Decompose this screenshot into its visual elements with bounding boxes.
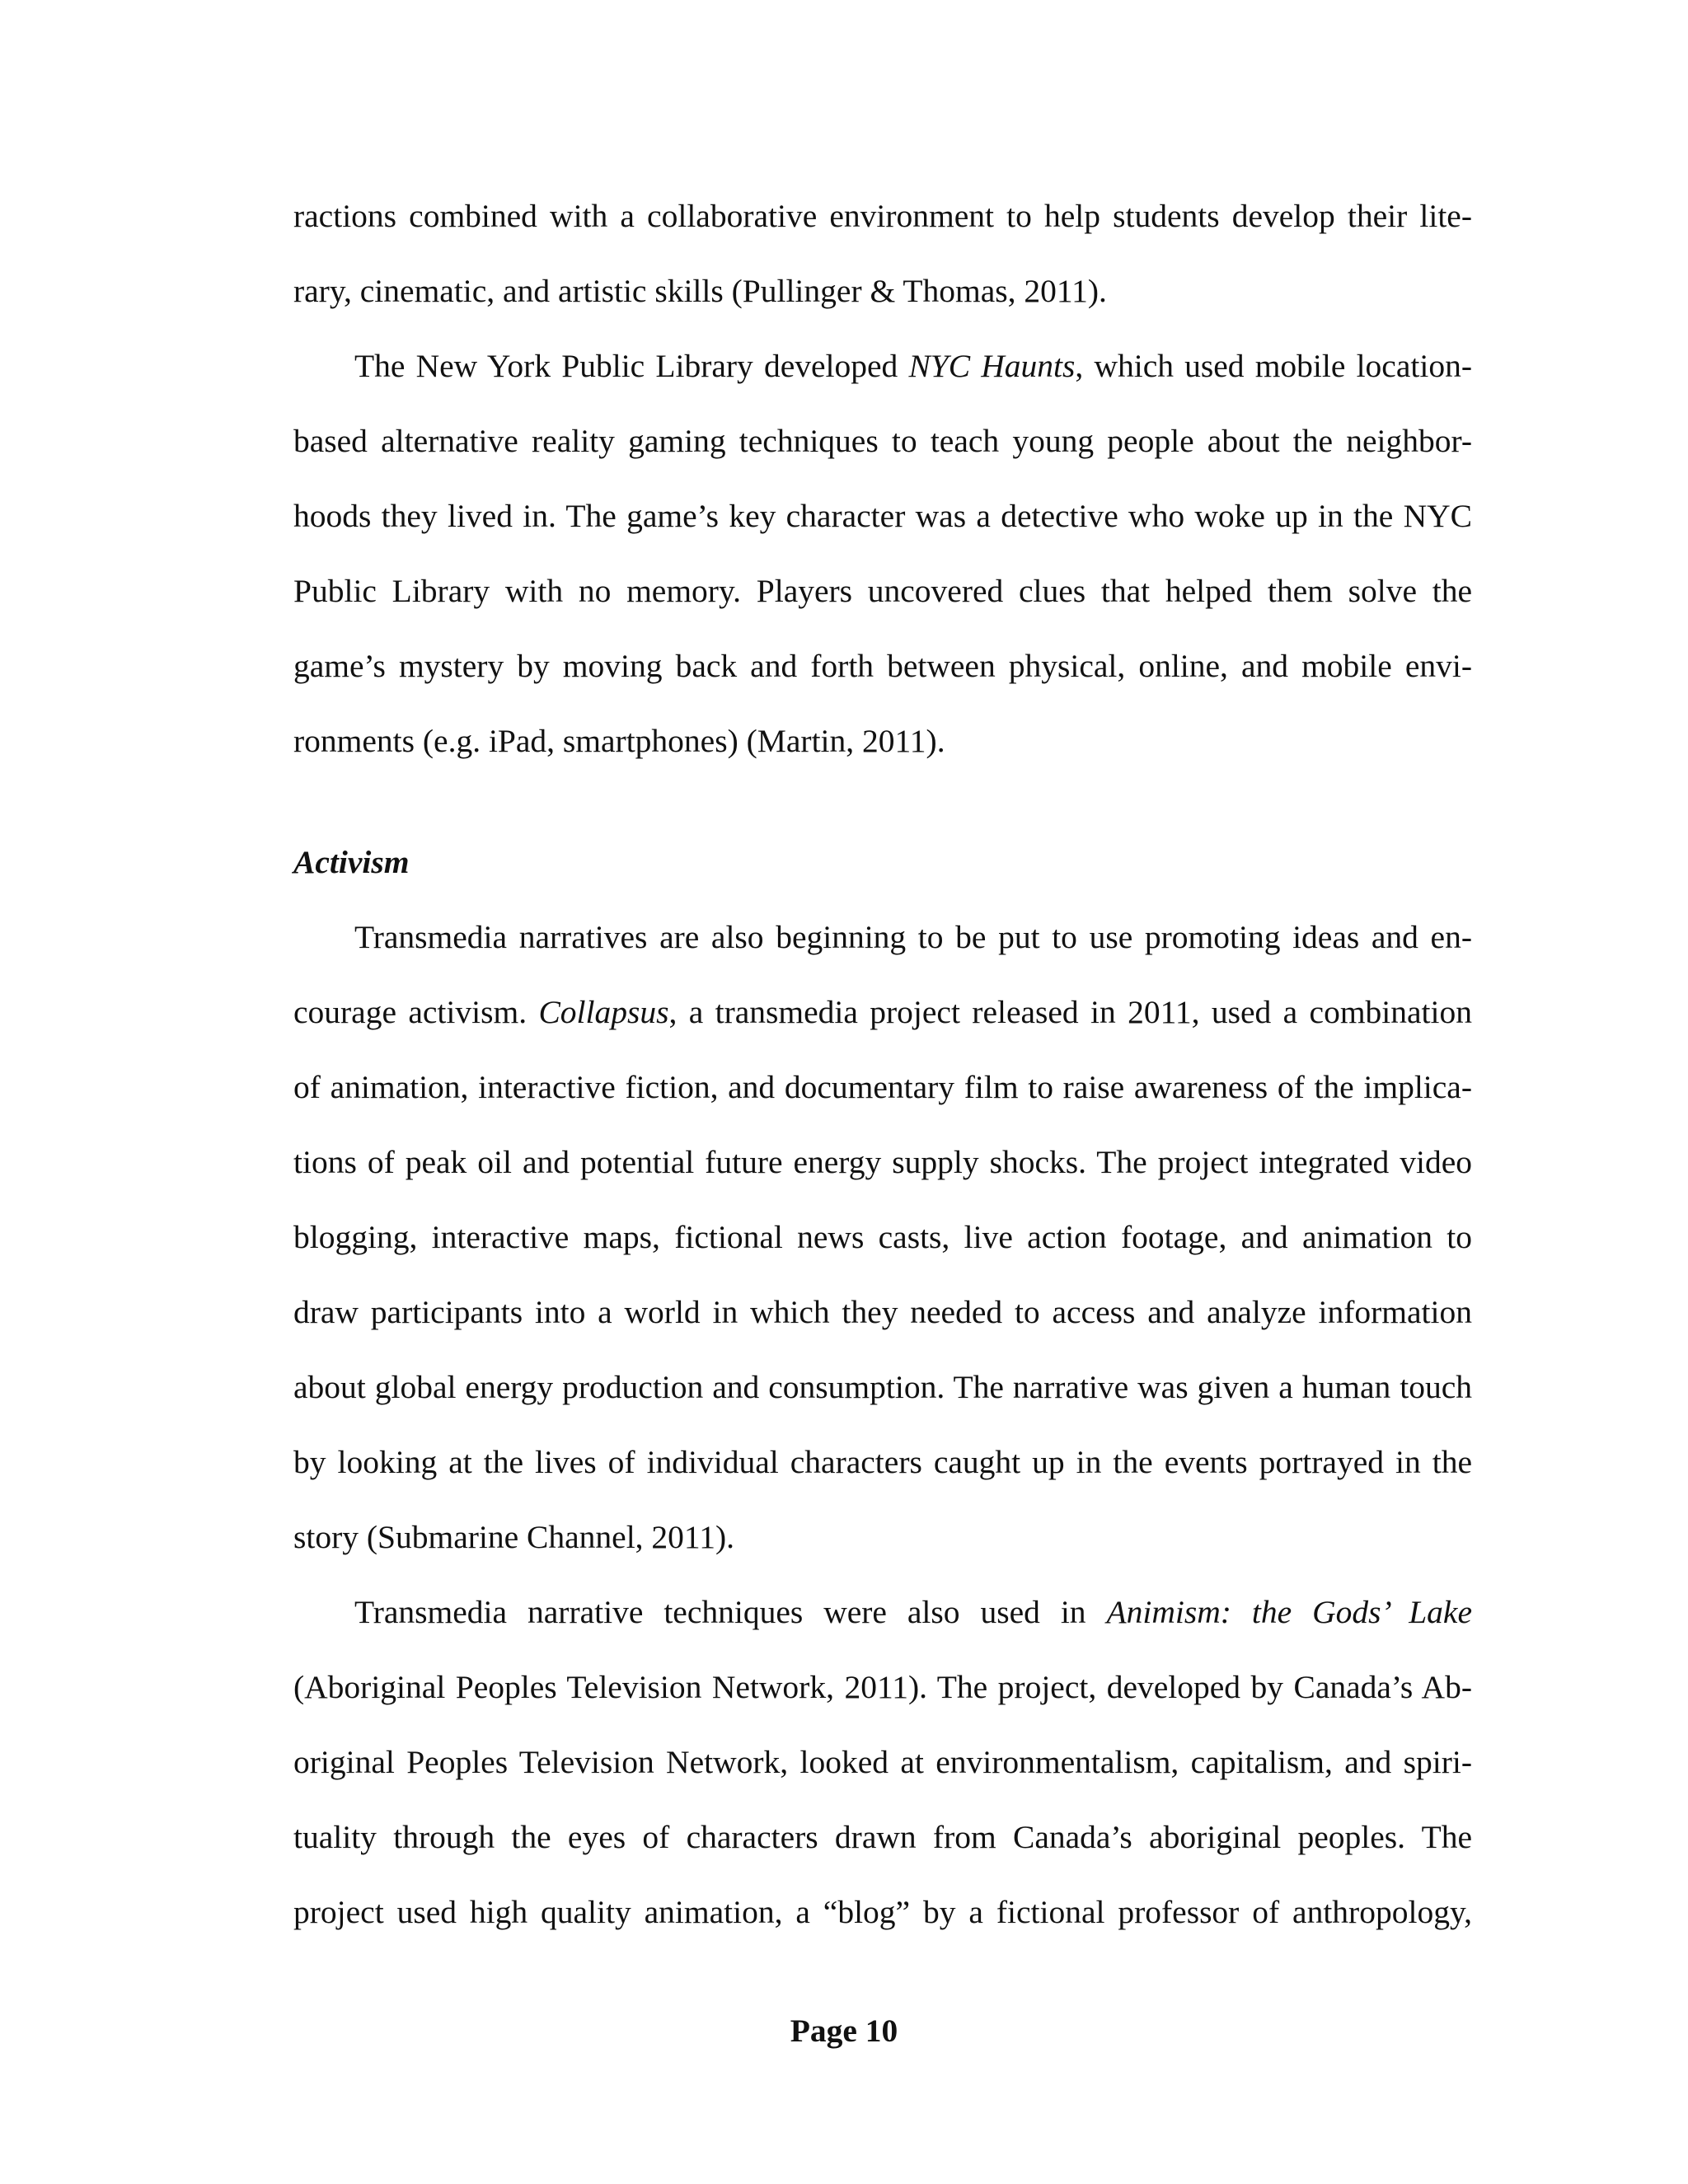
paragraph-line: based alternative reality gaming techniques to teach young people about the neighbor-	[293, 423, 1472, 459]
text-run: , a transmedia project released in 2011, used a combination	[668, 994, 1472, 1030]
paragraph-line: game’s mystery by moving back and forth between physical, online, and mobile envi-	[293, 648, 1472, 684]
italic-title: Animism: the Gods’ Lake	[1106, 1594, 1472, 1630]
paragraph-line: tions of peak oil and potential future energy supply shocks. The project integrated video	[293, 1144, 1472, 1180]
paragraph-line	[354, 1592, 1472, 1632]
paragraph-line: ractions combined with a collaborative environment to help students develop their lite-	[293, 198, 1472, 234]
paragraph-line: project used high quality animation, a “blog” by a fictional professor of anthropology,	[293, 1894, 1472, 1930]
paragraph-line: ronments (e.g. iPad, smartphones) (Martin, 2011).	[293, 723, 945, 759]
paragraph-line: Transmedia narratives are also beginning to be put to use promoting ideas and en-	[354, 919, 1472, 955]
text-run: Transmedia narrative techniques were also used in	[354, 1594, 1107, 1630]
italic-title: NYC Haunts	[908, 348, 1076, 384]
paragraph-line: Public Library with no memory. Players uncovered clues that helped them solve the	[293, 573, 1472, 609]
italic-title: Collapsus	[538, 994, 669, 1030]
paragraph-line: draw participants into a world in which they needed to access and analyze information	[293, 1294, 1472, 1330]
page-number: Page 10	[790, 2013, 898, 2049]
paragraph-line: tuality through the eyes of characters drawn from Canada’s aboriginal peoples. The	[293, 1819, 1472, 1855]
paragraph-line: (Aboriginal Peoples Television Network, 2011). The project, developed by Canada’s Ab-	[293, 1669, 1472, 1705]
paragraph-line: blogging, interactive maps, fictional news casts, live action footage, and animation to	[293, 1219, 1472, 1255]
paragraph-line: of animation, interactive fiction, and documentary film to raise awareness of the implica-	[293, 1069, 1472, 1105]
paragraph-line: hoods they lived in. The game’s key character was a detective who woke up in the NYC	[293, 498, 1472, 534]
paragraph-line: about global energy production and consumption. The narrative was given a human touch	[293, 1369, 1472, 1405]
paragraph-line	[354, 346, 1472, 386]
section-heading: Activism	[293, 844, 410, 880]
text-run: courage activism.	[293, 994, 539, 1030]
paragraph-line: original Peoples Television Network, looked at environmentalism, capitalism, and spiri-	[293, 1744, 1472, 1780]
paragraph-line: by looking at the lives of individual characters caught up in the events portrayed in the	[293, 1444, 1472, 1480]
text-run: , which used mobile location-	[1075, 348, 1472, 384]
text-run: The New York Public Library developed	[354, 348, 909, 384]
paragraph-line: story (Submarine Channel, 2011).	[293, 1519, 734, 1555]
paragraph-line	[293, 992, 1472, 1032]
paragraph-line: rary, cinematic, and artistic skills (Pullinger & Thomas, 2011).	[293, 273, 1107, 309]
